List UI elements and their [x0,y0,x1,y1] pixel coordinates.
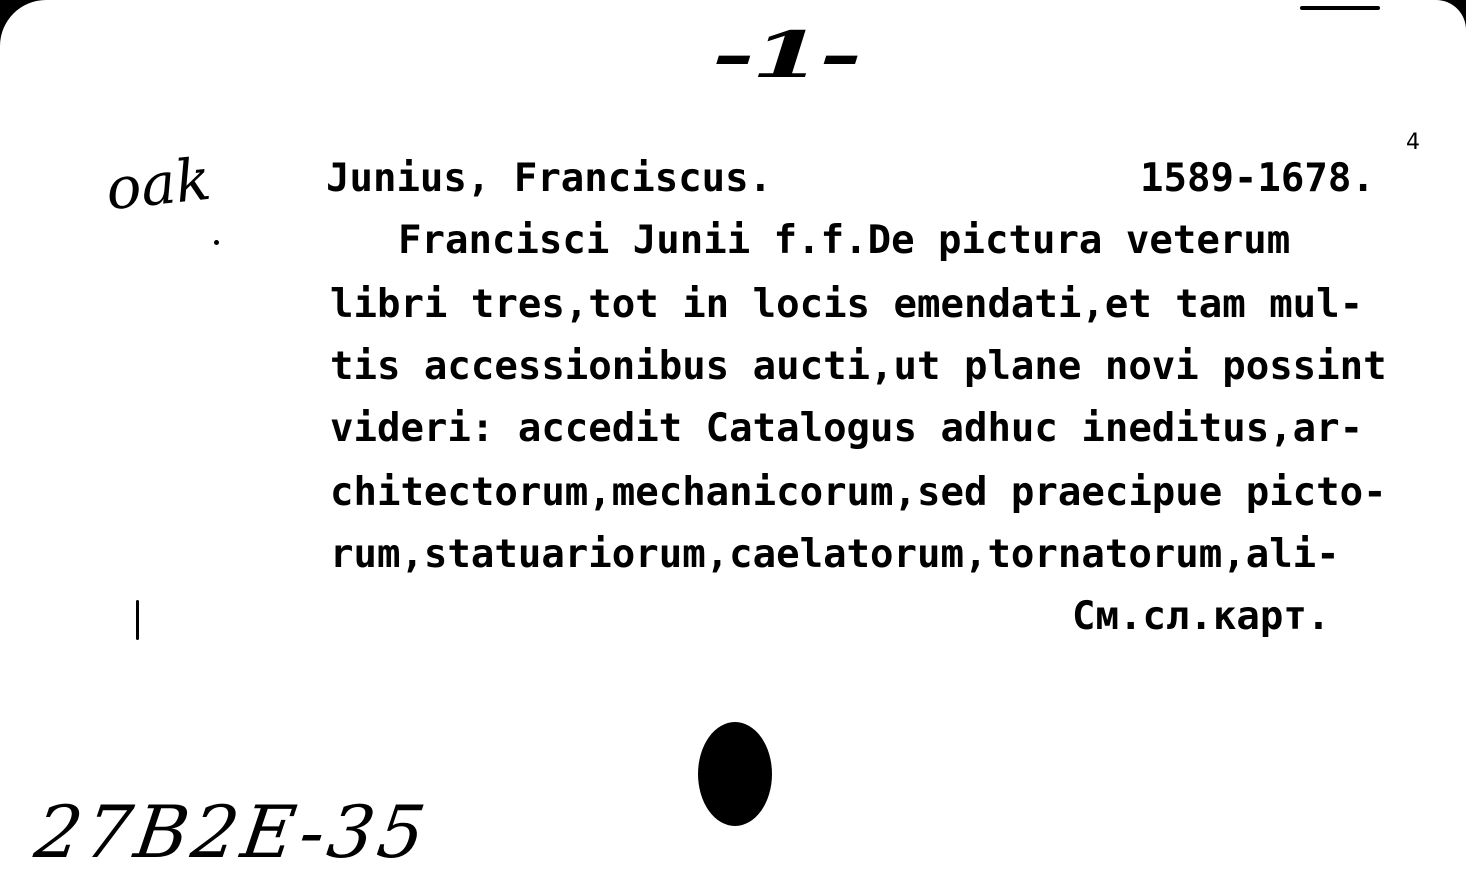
title-line-6: rum,statuariorum,caelatorum,tornatorum,ali- [330,532,1340,577]
title-line-3: tis accessionibus aucti,ut plane novi possint [330,344,1387,389]
title-line-2: libri tres,tot in locis emendati,et tam mul- [330,282,1364,327]
corner-mark: 4 [1406,130,1420,155]
page-number-mark: -1- [712,18,859,93]
author-heading: Junius, Franciscus. [326,156,773,201]
dust-speck [136,600,139,640]
title-line-1: Francisci Junii f.f.De pictura veterum [398,218,1291,263]
punch-hole [698,722,772,826]
title-line-5: chitectorum,mechanicorum,sed praecipue picto- [330,470,1387,515]
see-next-card-reference: См.сл.карт. [1072,594,1331,639]
author-dates: 1589-1678. [1140,156,1375,201]
dust-speck [1300,6,1380,10]
title-line-4: videri: accedit Catalogus adhuc ineditus,ar- [330,406,1364,451]
dust-speck [214,240,219,245]
handwritten-call-number: 27B2E-35 [30,790,435,874]
handwritten-margin-note: oak [102,144,214,224]
